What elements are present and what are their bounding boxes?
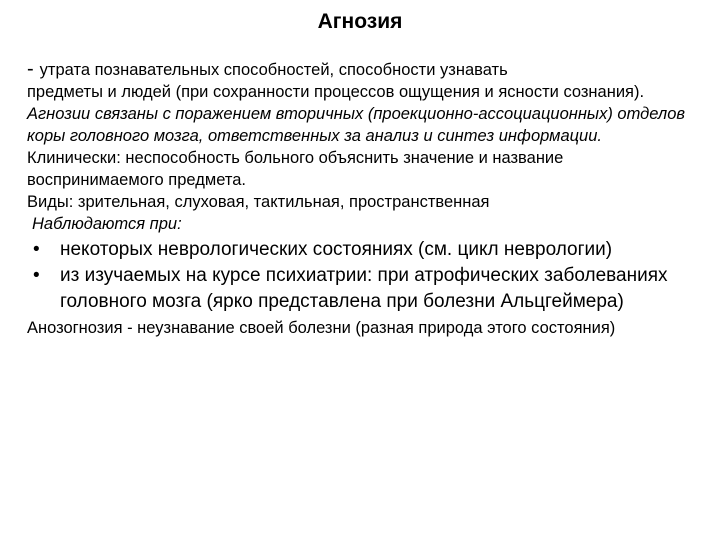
slide-body — [27, 58, 702, 339]
bullet-text: из изучаемых на курсе психиатрии: при атрофических заболеваниях головного мозга (ярко представлена при болезни Альцгеймера) — [60, 265, 668, 312]
bullet-icon: • — [33, 265, 40, 286]
bullet-icon: • — [33, 239, 40, 260]
definition-line1: утрата познавательных способностей, способности узнавать — [39, 61, 508, 79]
definition-first-line — [27, 58, 702, 81]
slide-title: Агнозия — [317, 10, 403, 33]
list-item — [27, 237, 702, 263]
bullet-list — [27, 237, 702, 315]
definition-rest: предметы и людей (при сохранности процессов ощущения и ясности сознания). — [27, 83, 645, 101]
italic-paragraph: Агнозии связаны с поражением вторичных (проекционно-ассоциационных) отделов коры головного мозга, ответственных за анализ и синтез информации. — [27, 105, 685, 145]
clinical-paragraph: Клинически: неспособность больного объяснить значение и название воспринимаемого предмета. — [27, 149, 564, 189]
anosognosia-paragraph: Анозогнозия - неузнавание своей болезни (разная природа этого состояния) — [27, 319, 616, 337]
observed-heading: Наблюдаются при: — [32, 215, 182, 233]
bullet-text: некоторых неврологических состояниях (см. цикл неврологии) — [60, 239, 613, 260]
types-paragraph: Виды: зрительная, слуховая, тактильная, пространственная — [27, 193, 490, 211]
definition-dash: - — [27, 58, 34, 80]
list-item — [27, 263, 702, 315]
